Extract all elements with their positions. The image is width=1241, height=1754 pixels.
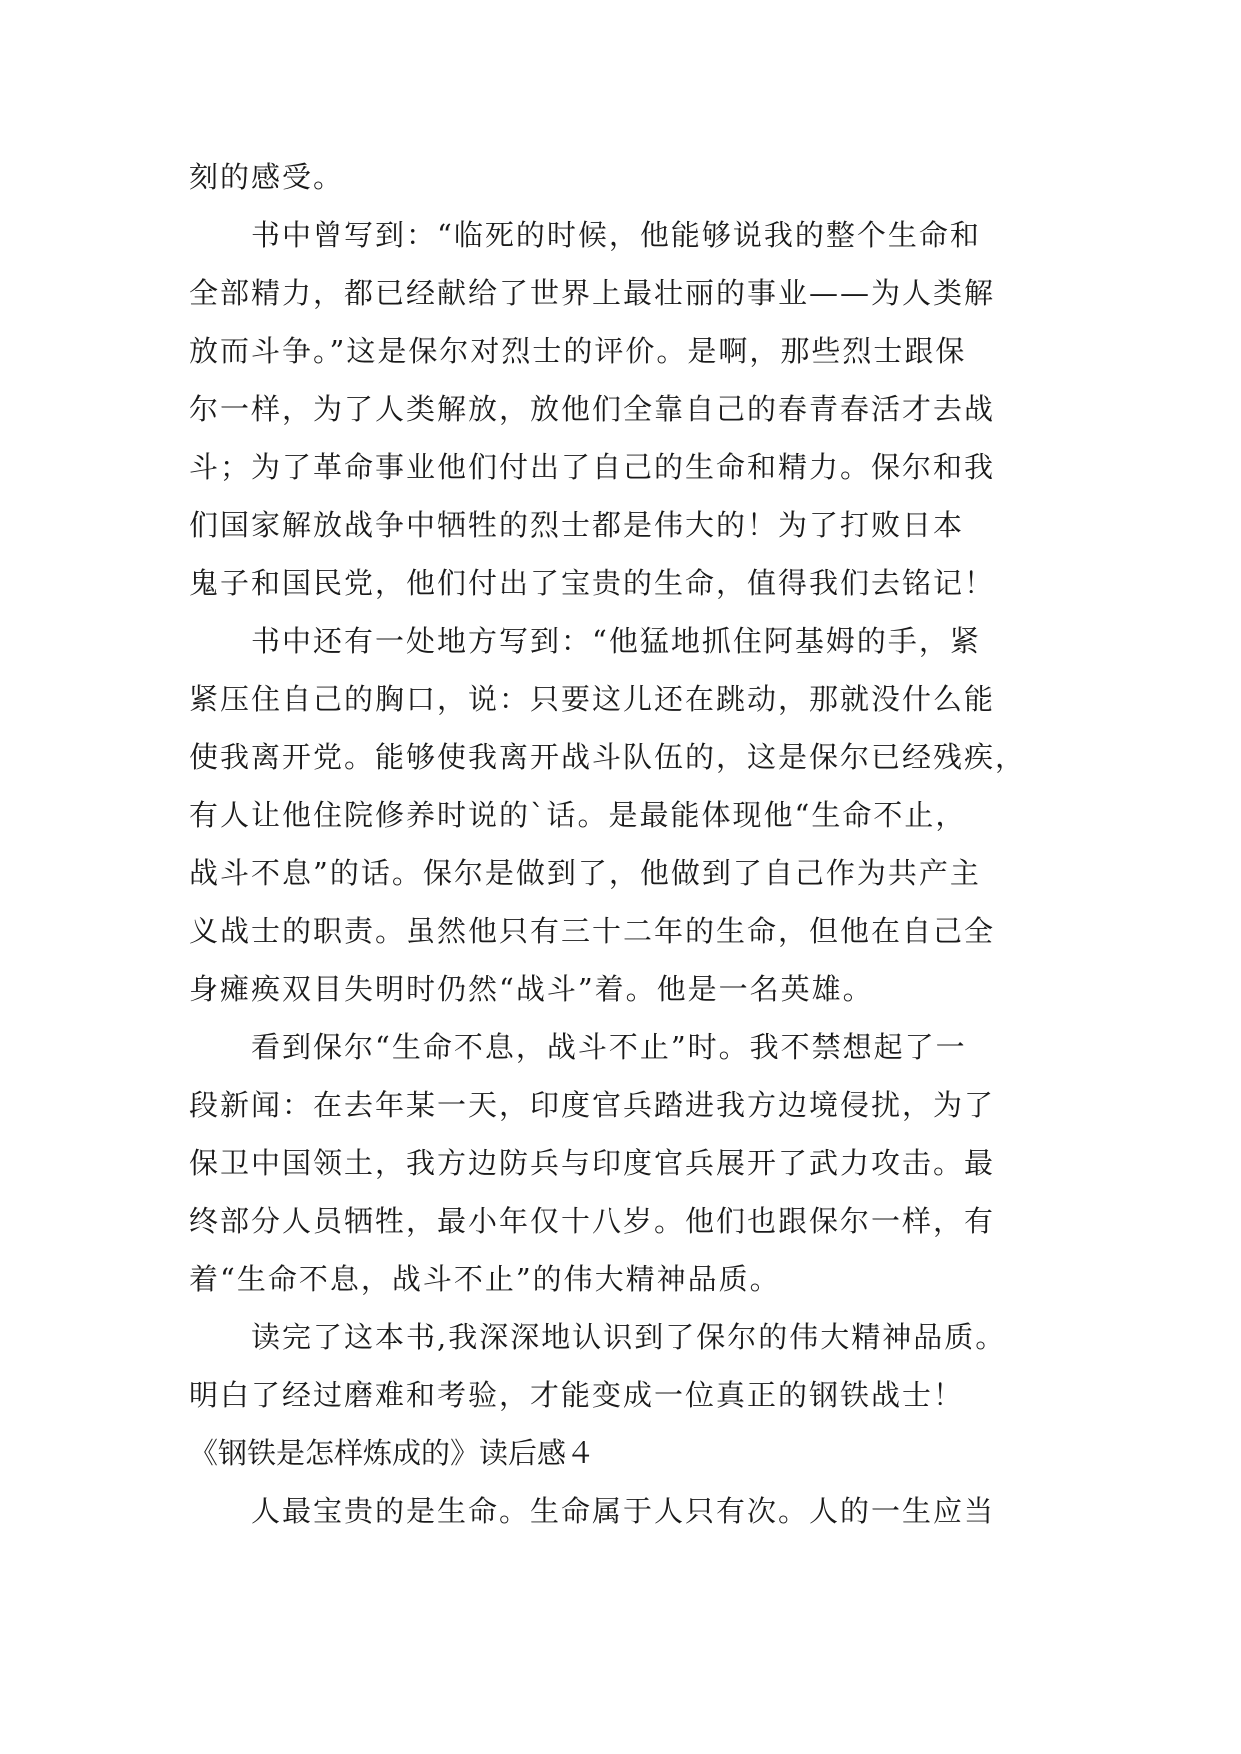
text-line: 紧压住自己的胸口，说：只要这儿还在跳动，那就没什么能 — [189, 682, 996, 716]
text-line: 身瘫痪双目失明时仍然“战斗”着。他是一名英雄。 — [189, 972, 874, 1006]
section-heading: 《钢铁是怎样炼成的》读后感４ — [189, 1436, 596, 1470]
text-line: 使我离开党。能够使我离开战斗队伍的，这是保尔已经残疾， — [189, 740, 1027, 774]
text-line: 人最宝贵的是生命。生命属于人只有次。人的一生应当 — [251, 1494, 996, 1528]
text-line: 全部精力，都已经献给了世界上最壮丽的事业——为人类解 — [189, 276, 996, 310]
text-line: 刻的感受。 — [189, 160, 345, 194]
text-line: 书中还有一处地方写到：“他猛地抓住阿基姆的手，紧 — [251, 624, 981, 658]
text-line: 读完了这本书,我深深地认识到了保尔的伟大精神品质。 — [251, 1320, 1007, 1354]
text-line: 战斗不息”的话。保尔是做到了，他做到了自己作为共产主 — [189, 856, 981, 890]
document-body — [189, 148, 1069, 1540]
text-line: 保卫中国领土，我方边防兵与印度官兵展开了武力攻击。最 — [189, 1146, 996, 1180]
text-line: 段新闻：在去年某一天，印度官兵踏进我方边境侵扰，为了 — [189, 1088, 996, 1122]
text-line: 书中曾写到：“临死的时候，他能够说我的整个生命和 — [251, 218, 981, 252]
text-line: 有人让他住院修养时说的`话。是最能体现他“生命不止， — [189, 798, 967, 832]
text-line: 斗；为了革命事业他们付出了自己的生命和精力。保尔和我 — [189, 450, 996, 484]
text-line: 尔一样，为了人类解放，放他们全靠自己的春青春活才去战 — [189, 392, 996, 426]
text-line: 着“生命不息，战斗不止”的伟大精神品质。 — [189, 1262, 781, 1296]
text-line: 看到保尔“生命不息，战斗不止”时。我不禁想起了一 — [251, 1030, 967, 1064]
text-line: 终部分人员牺牲，最小年仅十八岁。他们也跟保尔一样，有 — [189, 1204, 996, 1238]
text-line: 们国家解放战争中牺牲的烈士都是伟大的！为了打败日本 — [189, 508, 965, 542]
text-line: 明白了经过磨难和考验，才能变成一位真正的钢铁战士！ — [189, 1378, 965, 1412]
text-line: 鬼子和国民党，他们付出了宝贵的生命，值得我们去铭记！ — [189, 566, 996, 600]
text-line: 义战士的职责。虽然他只有三十二年的生命，但他在自己全 — [189, 914, 996, 948]
text-line: 放而斗争。”这是保尔对烈士的评价。是啊，那些烈士跟保 — [189, 334, 967, 368]
